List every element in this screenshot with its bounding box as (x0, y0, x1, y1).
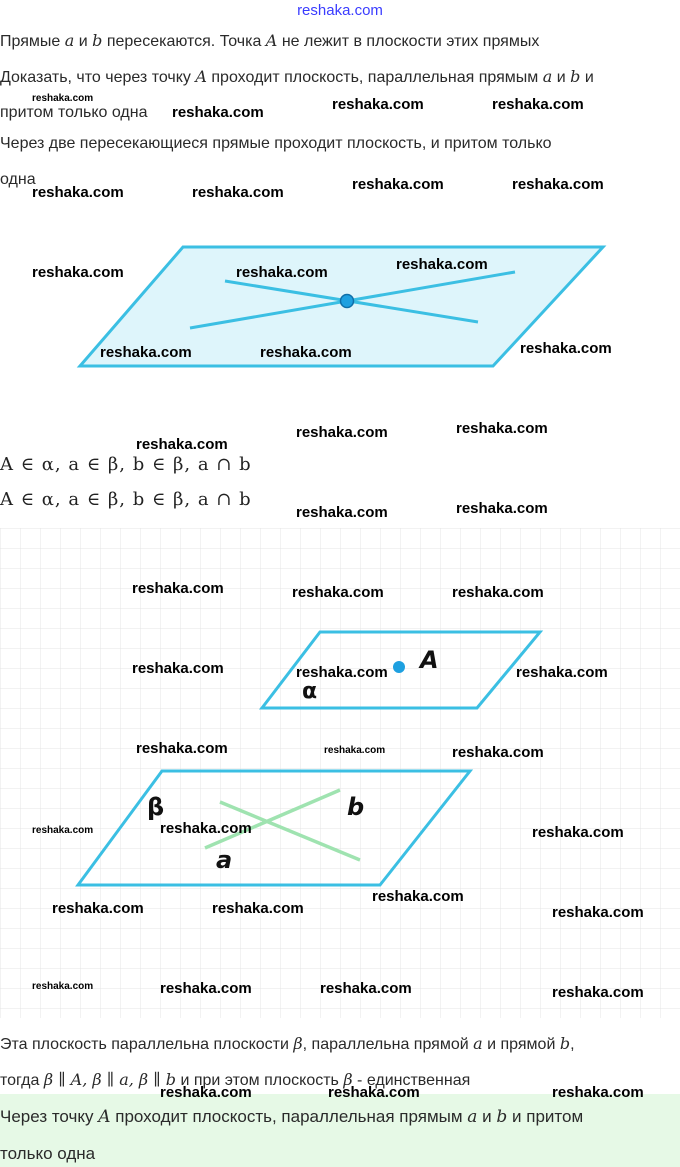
math-var: b (496, 1107, 508, 1127)
math-var: A (98, 1107, 111, 1127)
watermark: reshaka.com (212, 900, 304, 917)
watermark: reshaka.com (32, 981, 94, 992)
watermark: reshaka.com (456, 420, 548, 437)
intersection-point (341, 295, 354, 308)
watermark: reshaka.com (160, 1084, 252, 1101)
watermark: reshaka.com (296, 504, 388, 521)
text: проходит плоскость, параллельная прямым (115, 1107, 463, 1126)
problem-line-2 (0, 66, 594, 89)
watermark: reshaka.com (32, 93, 94, 104)
watermark: reshaka.com (324, 745, 386, 756)
text: тогда (0, 1072, 40, 1089)
label-beta: β (147, 793, 165, 821)
watermark: reshaka.com (552, 904, 644, 921)
watermark: reshaka.com (136, 740, 228, 757)
text: и при этом плоскость (180, 1072, 339, 1089)
text: и (482, 1107, 492, 1126)
watermark: reshaka.com (100, 344, 192, 361)
conclusion-line-1 (0, 1033, 575, 1056)
label-alpha: α (302, 679, 318, 704)
text: и (584, 69, 594, 86)
watermark: reshaka.com (552, 984, 644, 1001)
math-var: b (559, 1034, 571, 1053)
watermark: reshaka.com (552, 1084, 644, 1101)
watermark: reshaka.com (172, 104, 264, 121)
text: , параллельна прямой (302, 1036, 469, 1053)
answer-line-2: только одна (0, 1144, 96, 1163)
theorem-line-2: одна (0, 171, 36, 188)
watermark: reshaka.com (372, 888, 464, 905)
text: проходит плоскость, параллельная прямым (211, 69, 539, 86)
label-a: a (216, 846, 233, 874)
math-var: b (92, 31, 103, 50)
watermark: reshaka.com (236, 264, 328, 281)
math-var: A (195, 67, 207, 86)
text: , (570, 1036, 575, 1053)
text: Эта плоскость параллельна плоскости (0, 1036, 289, 1053)
text: Доказать, что через точку (0, 69, 191, 86)
text: не лежит в плоскости этих прямых (281, 33, 540, 50)
answer-box (0, 1094, 680, 1167)
formula-row-2: A ∈ α, a ∈ β, b ∈ β, a ∩ b (0, 489, 252, 510)
theorem-line-1: Через две пересекающиеся прямые проходит плоскость, и притом только (0, 135, 552, 152)
math-var: a (467, 1107, 478, 1127)
watermark: reshaka.com (132, 580, 224, 597)
site-header-link[interactable]: reshaka.com (297, 2, 383, 19)
problem-line-3: притом только одна (0, 104, 148, 121)
text: - единственная (357, 1072, 471, 1089)
watermark: reshaka.com (396, 256, 488, 273)
text: пересекаются. Точка (106, 33, 262, 50)
math-var: a (473, 1034, 483, 1053)
text: и (556, 69, 566, 86)
watermark: reshaka.com (512, 176, 604, 193)
math-var: β (293, 1034, 303, 1053)
watermark: reshaka.com (320, 980, 412, 997)
math-var: b (570, 67, 581, 86)
watermark: reshaka.com (452, 584, 544, 601)
watermark: reshaka.com (32, 825, 94, 836)
watermark: reshaka.com (192, 184, 284, 201)
math-expression: β ∥ A, β ∥ a, β ∥ b (43, 1070, 176, 1089)
text: Прямые (0, 33, 61, 50)
watermark: reshaka.com (32, 184, 124, 201)
text: и (78, 33, 88, 50)
watermark: reshaka.com (516, 664, 608, 681)
watermark: reshaka.com (136, 436, 228, 453)
watermark: reshaka.com (332, 96, 424, 113)
text: Через точку (0, 1107, 94, 1126)
point-A (393, 661, 405, 673)
math-var: β (343, 1070, 353, 1089)
watermark: reshaka.com (132, 660, 224, 677)
answer-line-1 (0, 1105, 583, 1129)
watermark: reshaka.com (296, 664, 388, 681)
watermark: reshaka.com (160, 980, 252, 997)
text: и прямой (487, 1036, 556, 1053)
watermark: reshaka.com (456, 500, 548, 517)
watermark: reshaka.com (260, 344, 352, 361)
label-A: A (420, 646, 439, 674)
watermark: reshaka.com (160, 820, 252, 837)
watermark: reshaka.com (296, 424, 388, 441)
math-var: a (542, 67, 553, 86)
math-var: A (265, 31, 278, 50)
watermark: reshaka.com (532, 824, 624, 841)
problem-line-1 (0, 30, 539, 53)
watermark: reshaka.com (52, 900, 144, 917)
watermark: reshaka.com (32, 264, 124, 281)
watermark: reshaka.com (328, 1084, 420, 1101)
watermark: reshaka.com (520, 340, 612, 357)
watermark: reshaka.com (352, 176, 444, 193)
watermark: reshaka.com (492, 96, 584, 113)
formula-row-1: A ∈ α, a ∈ β, b ∈ β, a ∩ b (0, 454, 252, 475)
watermark: reshaka.com (292, 584, 384, 601)
text: и притом (512, 1107, 584, 1126)
math-var: a (64, 31, 75, 50)
label-b: b (347, 793, 365, 821)
watermark: reshaka.com (452, 744, 544, 761)
